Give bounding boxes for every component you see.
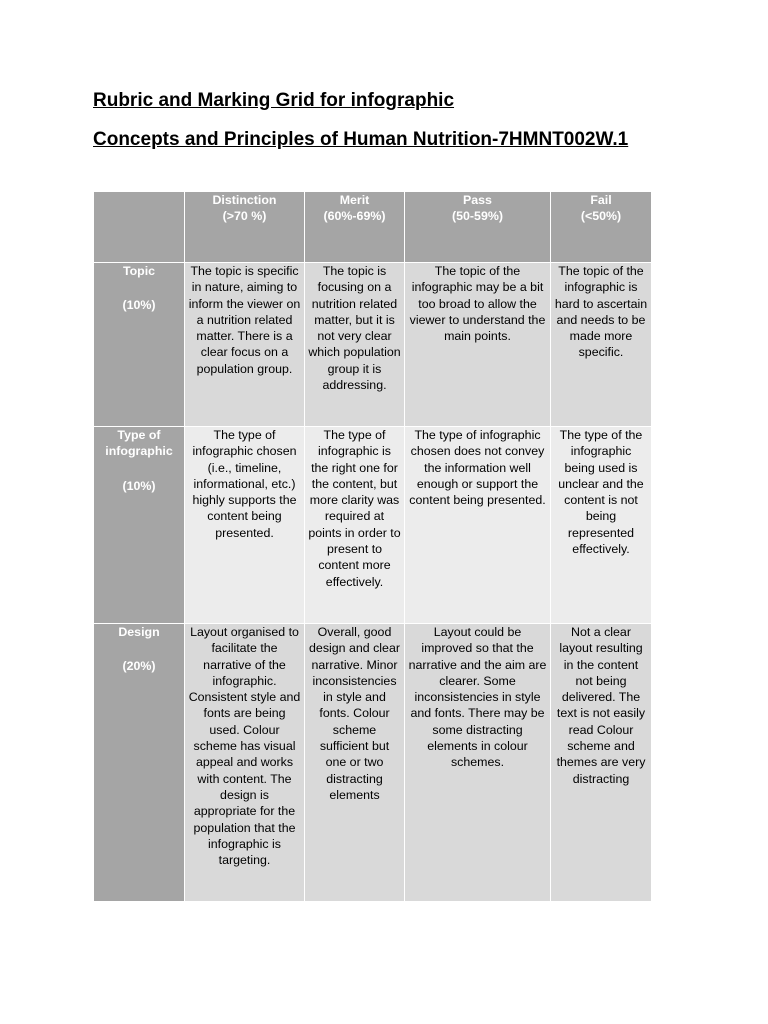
category-weight: (20%) <box>122 659 156 674</box>
header-cell-fail <box>551 192 652 263</box>
cell-merit: The type of infographic is the right one for the content, but more clarity was required at points in order to present to content more effectively. <box>305 427 405 624</box>
category-label: Type of infographic <box>105 428 173 459</box>
cell-merit: The topic is focusing on a nutrition related matter, but it is not very clear which population group it is addressing. <box>305 263 405 427</box>
cell-distinction: The type of infographic chosen (i.e., timeline, informational, etc.) highly supports the content being presented. <box>185 427 305 624</box>
table-row <box>94 263 652 427</box>
table-header-row <box>94 192 652 263</box>
cell-pass: The type of infographic chosen does not convey the information well enough or support the content being presented. <box>405 427 551 624</box>
grade-range: (60%-69%) <box>323 209 386 224</box>
cell-pass: The topic of the infographic may be a bit too broad to allow the viewer to understand the main points. <box>405 263 551 427</box>
cell-pass: Layout could be improved so that the narrative and the aim are clearer. Some inconsistencies in style and fonts. There may be some distracting elements in colour schemes. <box>405 624 551 902</box>
row-category-design <box>94 624 185 902</box>
header-cell-empty <box>94 192 185 263</box>
category-label: Design <box>118 625 160 639</box>
document-title: Rubric and Marking Grid for infographic <box>93 90 455 111</box>
grade-label: Fail <box>590 193 612 207</box>
cell-fail: The topic of the infographic is hard to ascertain and needs to be made more specific. <box>551 263 652 427</box>
grade-range: (<50%) <box>580 209 622 224</box>
rubric-table <box>93 191 652 902</box>
header-cell-pass <box>405 192 551 263</box>
grade-label: Merit <box>339 193 370 207</box>
cell-fail: The type of the infographic being used is unclear and the content is not being represented effectively. <box>551 427 652 624</box>
header-cell-distinction <box>185 192 305 263</box>
document-subtitle: Concepts and Principles of Human Nutrition-7HMNT002W.1 <box>93 129 629 150</box>
category-label: Topic <box>122 264 156 278</box>
cell-distinction: Layout organised to facilitate the narrative of the infographic. Consistent style and fonts are being used. Colour scheme has visual appeal and works with content. The design is appropriate for the population that the infographic is targeting. <box>185 624 305 902</box>
table-row <box>94 624 652 902</box>
row-category-topic <box>94 263 185 427</box>
header-cell-merit <box>305 192 405 263</box>
grade-label: Distinction <box>212 193 277 207</box>
category-weight: (10%) <box>122 298 156 313</box>
cell-distinction: The topic is specific in nature, aiming to inform the viewer on a nutrition related matter. There is a clear focus on a population group. <box>185 263 305 427</box>
category-weight: (10%) <box>122 478 156 493</box>
cell-merit: Overall, good design and clear narrative. Minor inconsistencies in style and fonts. Colour scheme sufficient but one or two distracting elements <box>305 624 405 902</box>
grade-range: (50-59%) <box>452 209 503 224</box>
grade-label: Pass <box>463 193 492 207</box>
cell-fail: Not a clear layout resulting in the content not being delivered. The text is not easily read Colour scheme and themes are very distracting <box>551 624 652 902</box>
row-category-type <box>94 427 185 624</box>
table-row <box>94 427 652 624</box>
grade-range: (>70 %) <box>222 209 267 224</box>
